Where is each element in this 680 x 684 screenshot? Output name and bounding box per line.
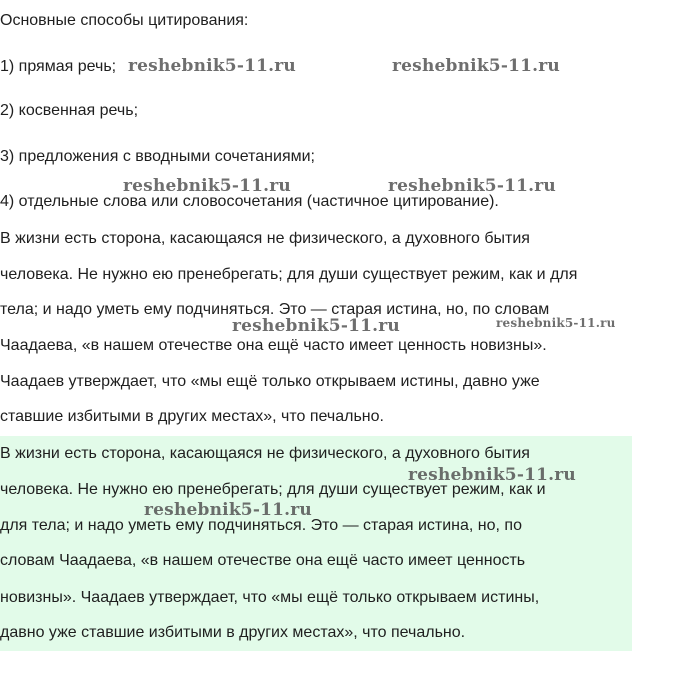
paragraph-1-line: Чаадаев утверждает, что «мы ещё только открываем истины, давно уже [0, 373, 540, 390]
paragraph-2-line: давно уже ставшие избитыми в других местах», что печально. [0, 624, 466, 641]
paragraph-1-line: тела; и надо уметь ему подчиняться. Это — старая истина, но, по словам [0, 301, 550, 318]
paragraph-2-line: человека. Не нужно ею пренебрегать; для души существует режим, как и [0, 481, 546, 498]
list-item: 3) предложения с вводными сочетаниями; [0, 148, 315, 165]
watermark: reshebnik5-11.ru [408, 465, 576, 485]
watermark: reshebnik5-11.ru [496, 316, 616, 330]
list-item: 1) прямая речь; [0, 58, 117, 75]
watermark: reshebnik5-11.ru [232, 316, 400, 336]
paragraph-2-line: для тела; и надо уметь ему подчиняться. Это — старая истина, но, по [0, 517, 522, 534]
paragraph-1-line: человека. Не нужно ею пренебрегать; для души существует режим, как и для [0, 266, 578, 283]
paragraph-2-line: В жизни есть сторона, касающаяся не физического, а духовного бытия [0, 445, 530, 462]
watermark: reshebnik5-11.ru [392, 56, 560, 76]
watermark: reshebnik5-11.ru [388, 176, 556, 196]
list-item: 4) отдельные слова или словосочетания (частичное цитирование). [0, 193, 499, 210]
intro-heading: Основные способы цитирования: [0, 12, 249, 29]
paragraph-2-line: словам Чаадаева, «в нашем отечестве она ещё часто имеет ценность [0, 552, 526, 569]
list-item: 2) косвенная речь; [0, 102, 139, 119]
watermark: reshebnik5-11.ru [128, 56, 296, 76]
paragraph-1-line: Чаадаева, «в нашем отечестве она ещё часто имеет ценность новизны». [0, 337, 547, 354]
watermark: reshebnik5-11.ru [123, 176, 291, 196]
paragraph-1-line: ставшие избитыми в других местах», что печально. [0, 408, 384, 425]
watermark: reshebnik5-11.ru [144, 500, 312, 520]
paragraph-1-line: В жизни есть сторона, касающаяся не физического, а духовного бытия [0, 230, 530, 247]
paragraph-2-line: новизны». Чаадаев утверждает, что «мы ещё только открываем истины, [0, 589, 540, 606]
